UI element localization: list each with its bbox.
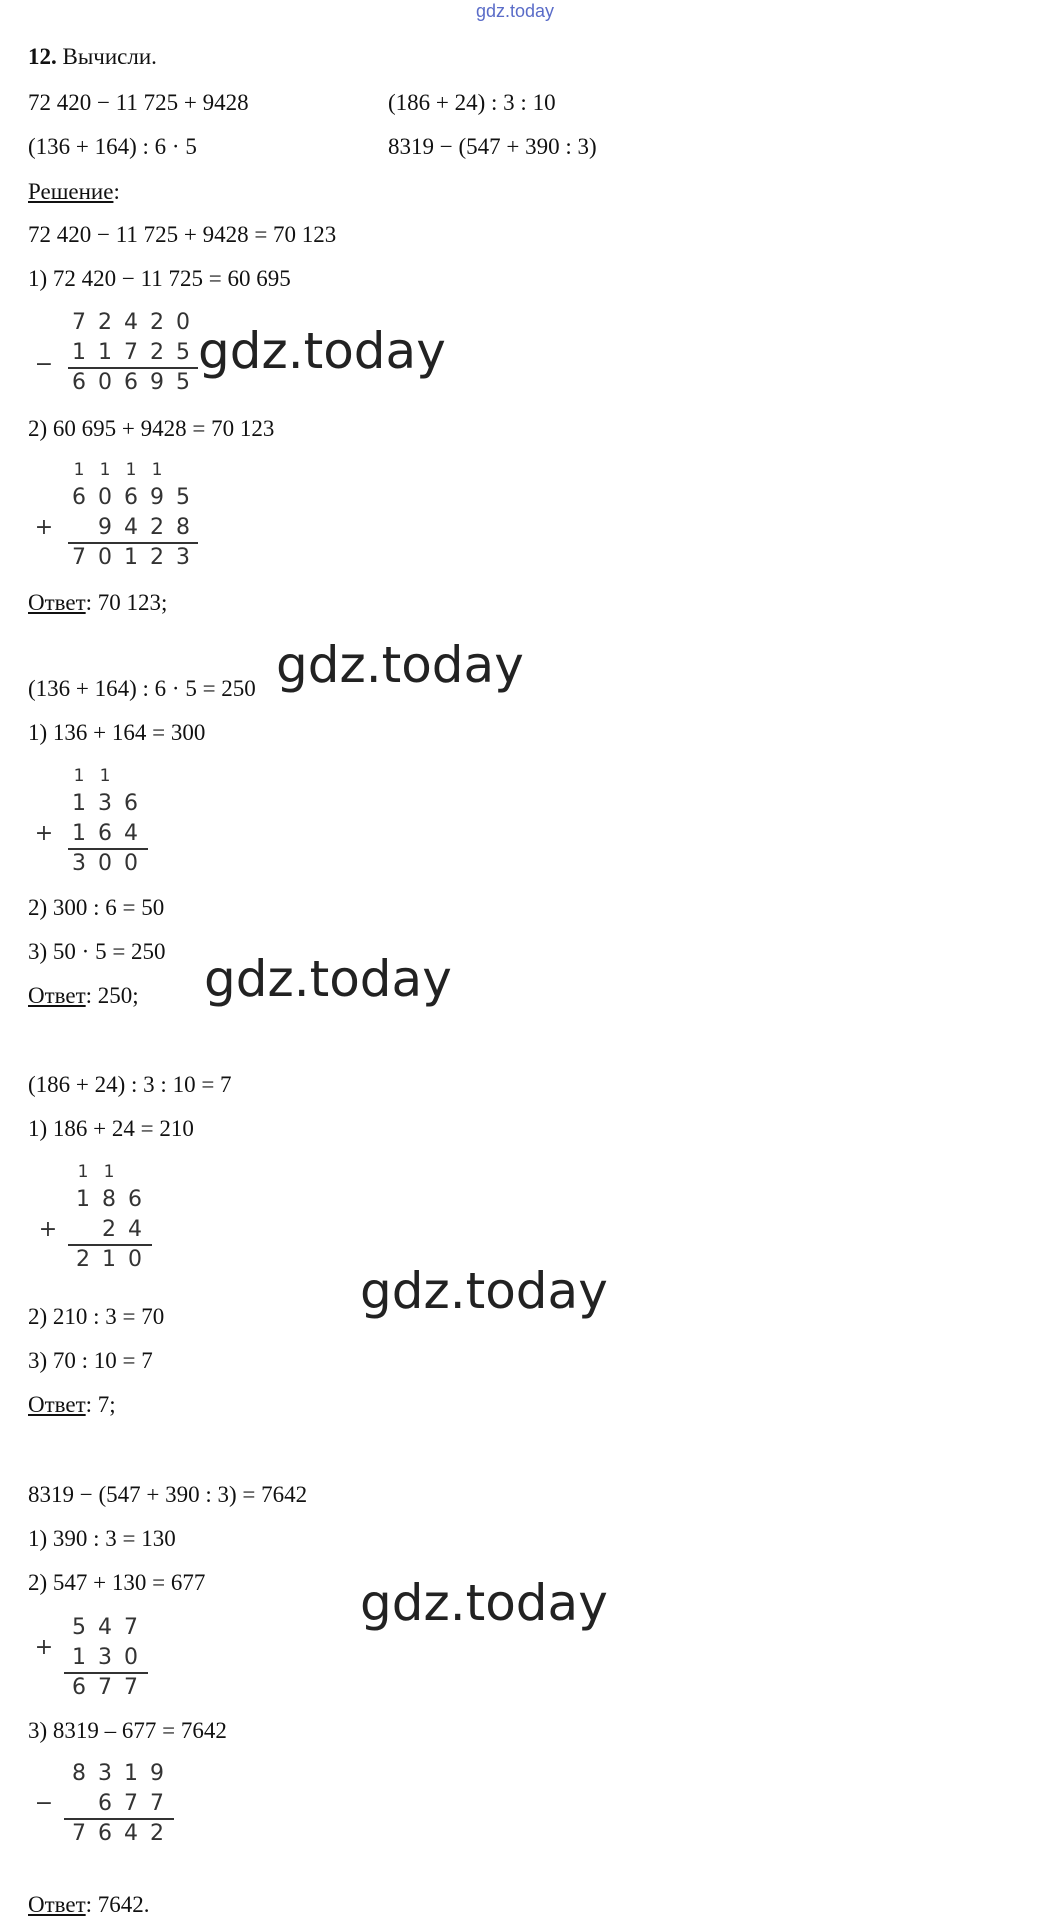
column-bottom-row: [34, 514, 204, 544]
task-title: Вычисли.: [62, 44, 157, 69]
minus-sign: −: [34, 352, 54, 377]
digit: 0: [176, 310, 190, 335]
digit: 7: [150, 1791, 164, 1816]
digit: 0: [98, 485, 112, 510]
digit: 6: [72, 370, 86, 395]
block1-step1: 1) 72 420 − 11 725 = 60 695: [28, 266, 291, 291]
block1-column-addition: [34, 456, 204, 574]
block4-step2: 2) 547 + 130 = 677: [28, 1570, 206, 1595]
digit: 5: [72, 1615, 86, 1640]
column-carry-row: [38, 1158, 158, 1186]
digit: 1: [125, 460, 137, 480]
block2-column-addition: [34, 762, 154, 880]
column-top-row: [34, 790, 154, 820]
block1-column-subtraction: [34, 309, 204, 399]
digit: 2: [102, 1217, 116, 1242]
column-carry-row: [34, 456, 204, 484]
digit: 8: [72, 1761, 86, 1786]
digit: 0: [98, 851, 112, 876]
answer-label: Ответ: [28, 983, 86, 1008]
task-expression-2: (186 + 24) : 3 : 10: [388, 90, 556, 115]
digit: 1: [77, 1162, 89, 1182]
column-result-row: [38, 1246, 158, 1276]
watermark: gdz.today: [360, 1574, 608, 1632]
digit: 2: [150, 340, 164, 365]
digit: 4: [124, 310, 138, 335]
block3-step3: 3) 70 : 10 = 7: [28, 1348, 153, 1373]
task-heading: [28, 44, 157, 70]
block1-full: 72 420 − 11 725 + 9428 = 70 123: [28, 222, 337, 247]
answer-label: Ответ: [28, 1392, 86, 1417]
digit: 3: [98, 1645, 112, 1670]
digit: 5: [176, 485, 190, 510]
digit: 9: [98, 515, 112, 540]
column-top-row: [34, 1760, 184, 1790]
column-bottom-row: [34, 1635, 154, 1674]
answer-value: : 250;: [85, 983, 139, 1008]
column-result-row: [34, 369, 204, 399]
block4-answer: [28, 1892, 150, 1918]
digit: 3: [98, 791, 112, 816]
task-expression-4: 8319 − (547 + 390 : 3): [388, 134, 597, 159]
digit: 0: [124, 1645, 138, 1670]
block2-step3: 3) 50 · 5 = 250: [28, 939, 166, 964]
column-top-row: [38, 1186, 158, 1216]
digit: 2: [150, 515, 164, 540]
block3-step1: 1) 186 + 24 = 210: [28, 1116, 194, 1141]
answer-value: : 7642.: [85, 1892, 150, 1917]
digit: 6: [124, 791, 138, 816]
digit: 7: [124, 340, 138, 365]
digit: 1: [73, 460, 85, 480]
answer-value: : 70 123;: [85, 590, 168, 615]
block1-answer: [28, 590, 167, 616]
watermark: gdz.today: [360, 1262, 608, 1320]
task-expression-3: (136 + 164) : 6 · 5: [28, 134, 197, 159]
digit: 6: [98, 821, 112, 846]
digit: 1: [72, 821, 86, 846]
digit: 1: [103, 1162, 115, 1182]
digit: 1: [76, 1187, 90, 1212]
task-number: 12.: [28, 44, 57, 69]
block3-column-addition: [38, 1158, 158, 1276]
block4-column-subtraction: [34, 1760, 184, 1850]
block4-step3: 3) 8319 – 677 = 7642: [28, 1718, 227, 1743]
plus-sign: +: [38, 1217, 58, 1242]
column-bottom-row: [34, 339, 204, 377]
digit: 9: [150, 370, 164, 395]
block2-step2: 2) 300 : 6 = 50: [28, 895, 165, 920]
digit: 7: [98, 1675, 112, 1700]
solution-heading: [28, 179, 120, 205]
digit: 3: [98, 1761, 112, 1786]
answer-label: Ответ: [28, 1892, 86, 1917]
column-bottom-row: [38, 1216, 158, 1246]
column-bottom-row: [34, 1790, 184, 1820]
block2-answer: [28, 983, 139, 1009]
digit: 7: [124, 1615, 138, 1640]
column-bottom-row: [34, 820, 154, 850]
digit: 2: [76, 1247, 90, 1272]
digit: 6: [98, 1821, 112, 1846]
digit: 1: [124, 545, 138, 570]
block4-step1: 1) 390 : 3 = 130: [28, 1526, 176, 1551]
digit: 7: [124, 1675, 138, 1700]
digit: 2: [150, 310, 164, 335]
digit: 8: [102, 1187, 116, 1212]
top-watermark: gdz.today: [476, 1, 555, 21]
digit: 4: [124, 515, 138, 540]
digit: 1: [72, 1645, 86, 1670]
solution-colon: :: [113, 179, 120, 204]
digit: 5: [176, 340, 190, 365]
watermark: gdz.today: [276, 636, 524, 694]
digit: 1: [98, 340, 112, 365]
digit: 6: [72, 485, 86, 510]
solution-label: Решение: [28, 179, 114, 204]
task-expression-1: 72 420 − 11 725 + 9428: [28, 90, 249, 115]
digit: 4: [124, 1821, 138, 1846]
digit: 7: [124, 1791, 138, 1816]
digit: 6: [124, 485, 138, 510]
digit: 8: [176, 515, 190, 540]
digit: 1: [151, 460, 163, 480]
digit: 0: [98, 370, 112, 395]
watermark: gdz.today: [204, 950, 452, 1008]
digit: 0: [128, 1247, 142, 1272]
block4-full: 8319 − (547 + 390 : 3) = 7642: [28, 1482, 308, 1507]
minus-sign: −: [34, 1791, 54, 1816]
digit: 6: [98, 1791, 112, 1816]
column-top-row: [34, 484, 204, 514]
digit: 3: [72, 851, 86, 876]
answer-value: : 7;: [85, 1392, 116, 1417]
digit: 9: [150, 485, 164, 510]
digit: 4: [128, 1217, 142, 1242]
digit: 1: [72, 340, 86, 365]
plus-sign: +: [34, 821, 54, 846]
digit: 2: [150, 545, 164, 570]
digit: 6: [124, 370, 138, 395]
block2-full: (136 + 164) : 6 · 5 = 250: [28, 676, 256, 701]
digit: 7: [72, 545, 86, 570]
watermark: gdz.today: [198, 322, 446, 380]
block3-step2: 2) 210 : 3 = 70: [28, 1304, 165, 1329]
block3-full: (186 + 24) : 3 : 10 = 7: [28, 1072, 232, 1097]
plus-sign: +: [34, 515, 54, 540]
digit: 3: [176, 545, 190, 570]
digit: 1: [73, 766, 85, 786]
block2-step1: 1) 136 + 164 = 300: [28, 720, 206, 745]
digit: 2: [98, 310, 112, 335]
digit: 4: [98, 1615, 112, 1640]
digit: 1: [99, 460, 111, 480]
digit: 2: [150, 1821, 164, 1846]
digit: 1: [99, 766, 111, 786]
digit: 6: [128, 1187, 142, 1212]
block4-column-addition: [34, 1614, 154, 1704]
digit: 1: [124, 1761, 138, 1786]
plus-sign: +: [34, 1635, 54, 1660]
digit: 0: [124, 851, 138, 876]
column-result-row: [34, 850, 154, 880]
column-result-row: [34, 1820, 184, 1850]
digit: 6: [72, 1675, 86, 1700]
column-result-row: [34, 544, 204, 574]
digit: 0: [98, 545, 112, 570]
answer-label: Ответ: [28, 590, 86, 615]
digit: 1: [72, 791, 86, 816]
block1-step2: 2) 60 695 + 9428 = 70 123: [28, 416, 275, 441]
digit: 1: [102, 1247, 116, 1272]
column-carry-row: [34, 762, 154, 790]
digit: 4: [124, 821, 138, 846]
digit: 9: [150, 1761, 164, 1786]
digit: 7: [72, 1821, 86, 1846]
column-result-row: [34, 1674, 154, 1704]
digit: 7: [72, 310, 86, 335]
digit: 5: [176, 370, 190, 395]
block3-answer: [28, 1392, 116, 1418]
column-top-row: [34, 309, 204, 339]
